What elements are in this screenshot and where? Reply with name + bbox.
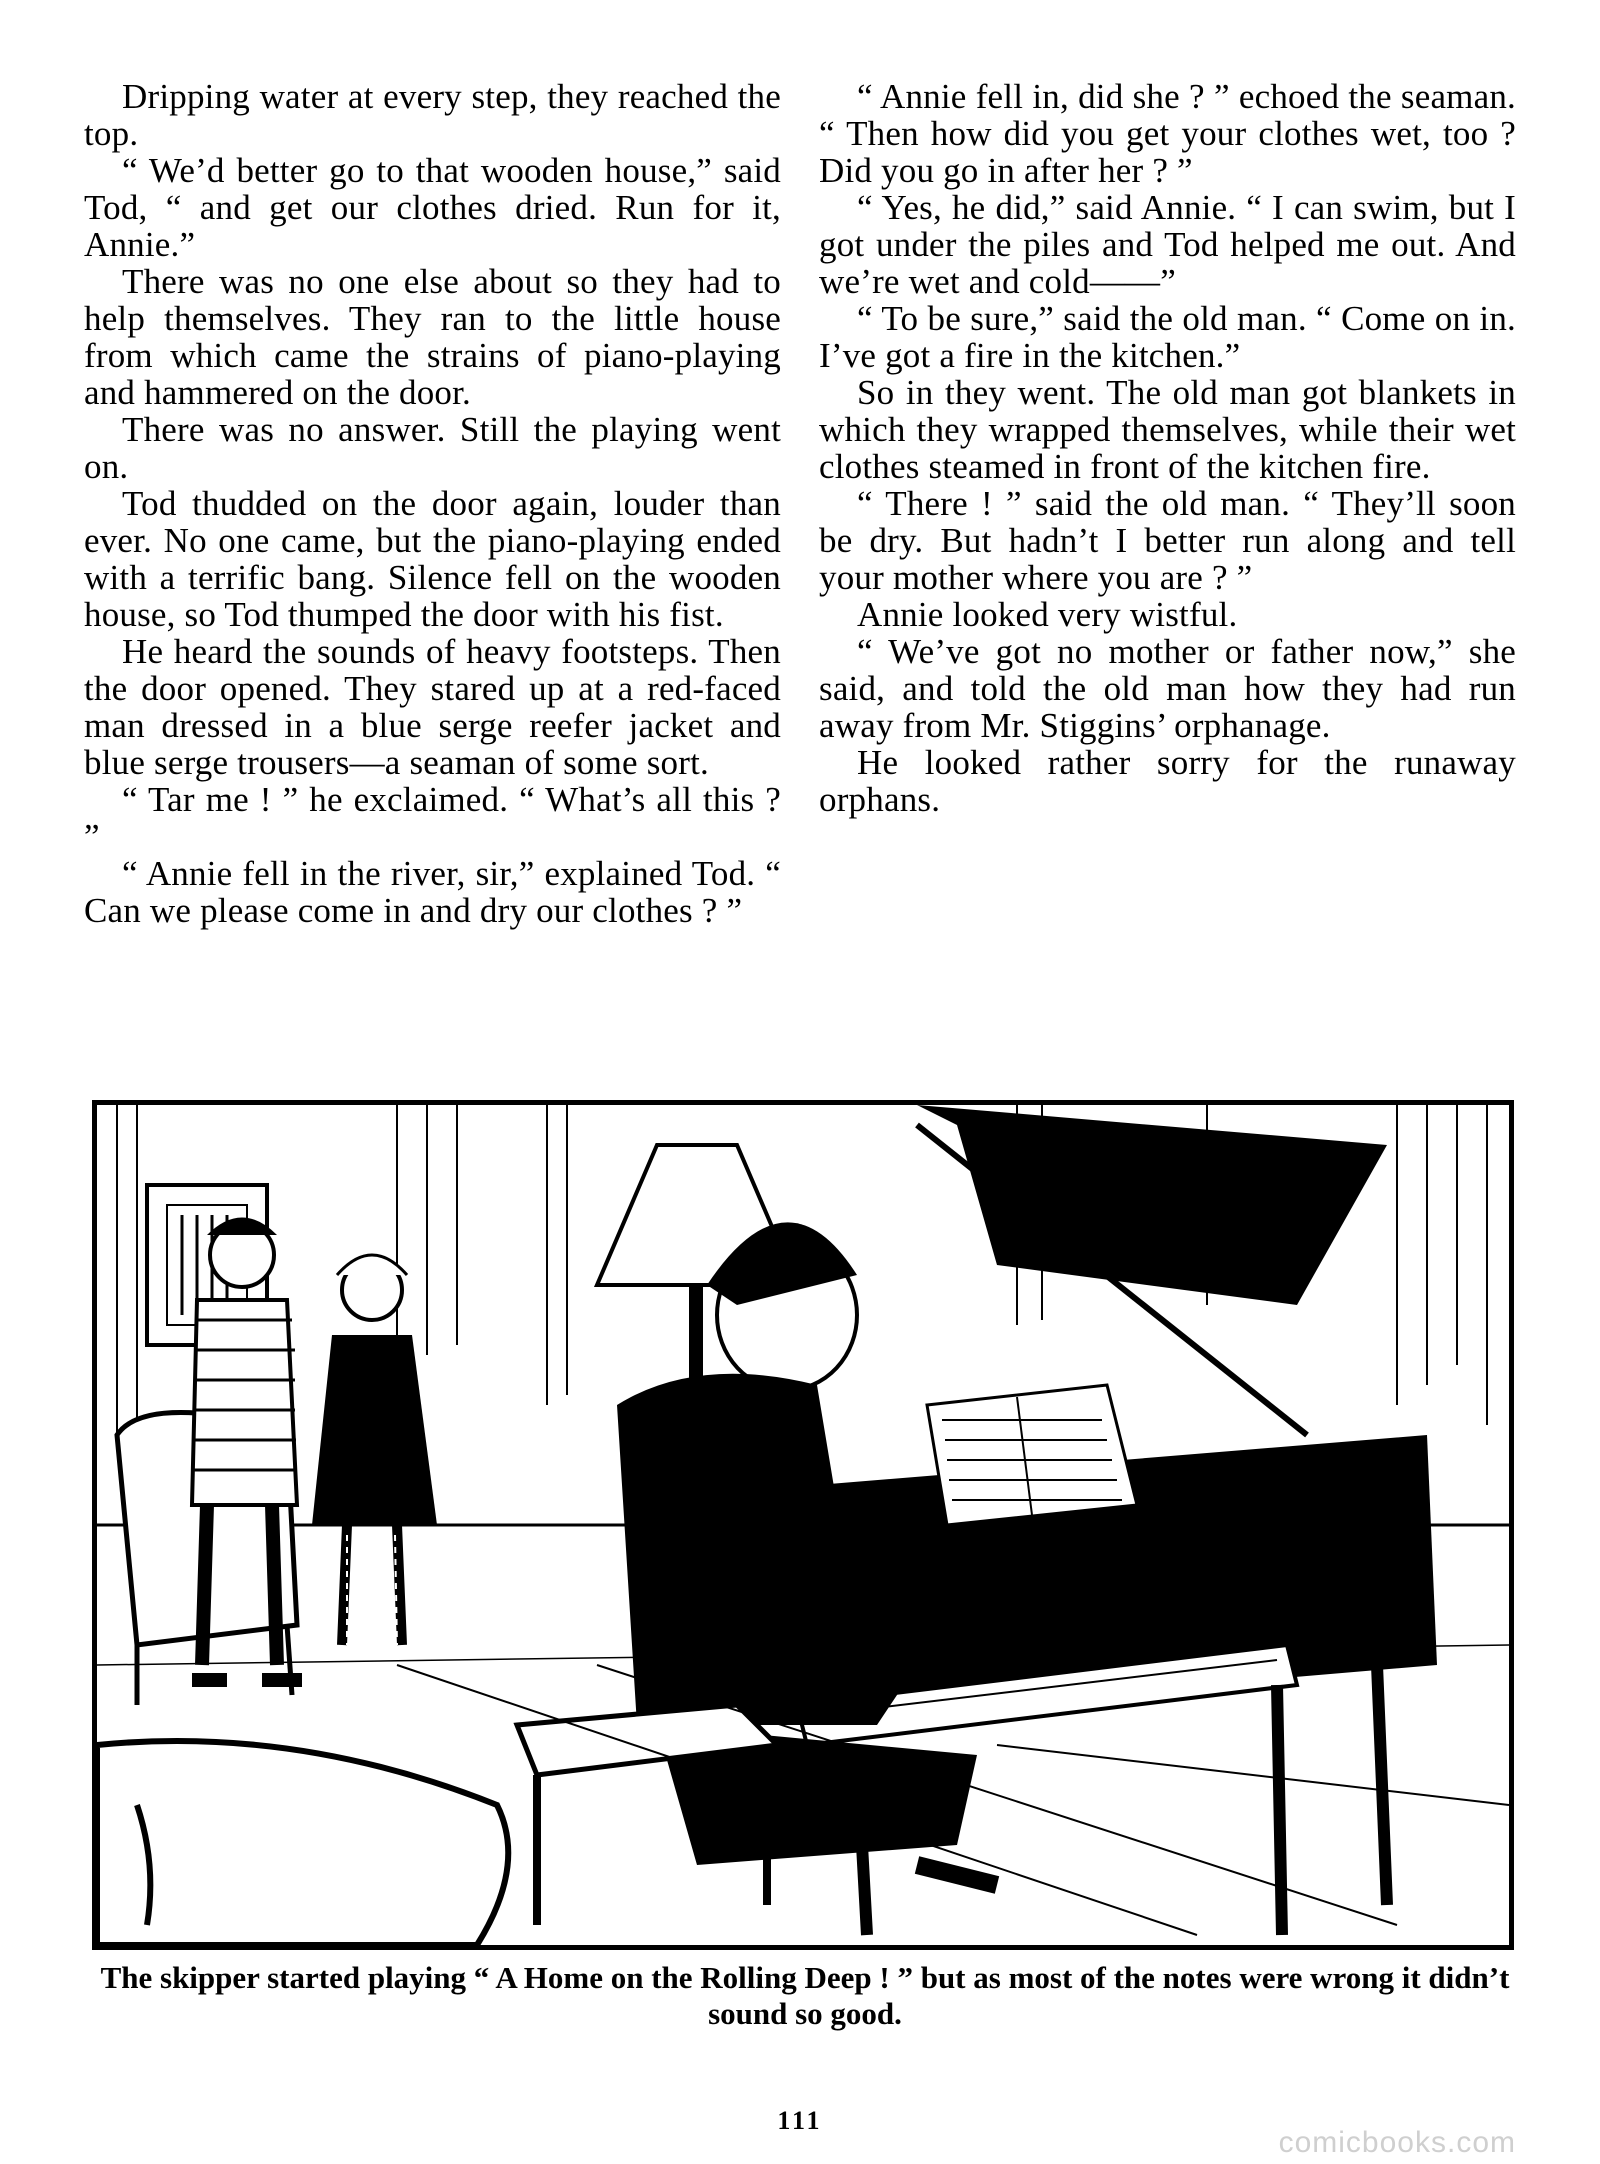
paragraph: Annie looked very wistful. bbox=[857, 595, 1238, 634]
paragraph: “ Tar me ! ” he exclaimed. “ What’s all this ? ” bbox=[84, 780, 781, 856]
text-columns bbox=[84, 78, 1516, 1058]
paragraph: “ There ! ” said the old man. “ They’ll soon be dry. But hadn’t I better run along and tell your mother where you are ? ” bbox=[819, 484, 1516, 597]
page-number: 111 bbox=[777, 2106, 823, 2135]
right-column bbox=[819, 78, 1516, 1058]
piano-scene-illustration bbox=[97, 1105, 1509, 1945]
paragraph: “ Yes, he did,” said Annie. “ I can swim, but I got under the piles and Tod helped me out. And we’re wet and cold——” bbox=[819, 188, 1516, 301]
paragraph: He heard the sounds of heavy footsteps. Then the door opened. They stared up at a red-faced man dressed in a blue serge reefer jacket and blue serge trousers—a seaman of some sort. bbox=[84, 632, 781, 782]
paragraph: He looked rather sorry for the runaway orphans. bbox=[819, 743, 1516, 819]
paragraph: There was no answer. Still the playing went on. bbox=[84, 410, 781, 486]
watermark: comicbooks.com bbox=[1278, 2126, 1516, 2159]
paragraph: There was no one else about so they had to help themselves. They ran to the little house from which came the strains of piano-playing and hammered on the door. bbox=[84, 262, 781, 412]
paragraph: “ To be sure,” said the old man. “ Come on in. I’ve got a fire in the kitchen.” bbox=[819, 299, 1516, 375]
foreground-chair bbox=[97, 1741, 508, 1945]
paragraph: “ We’d better go to that wooden house,” said Tod, “ and get our clothes dried. Run for it, Annie.” bbox=[84, 151, 781, 264]
paragraph: Tod thudded on the door again, louder than ever. No one came, but the piano-playing ended with a terrific bang. Silence fell on the wooden house, so Tod thumped the door with his fist. bbox=[84, 484, 781, 634]
paragraph: “ We’ve got no mother or father now,” she said, and told the old man how they had run away from Mr. Stiggins’ orphanage. bbox=[819, 632, 1516, 745]
left-column bbox=[84, 78, 781, 1058]
sheet-music bbox=[927, 1385, 1137, 1525]
paragraph: “ Annie fell in, did she ? ” echoed the seaman. “ Then how did you get your clothes wet, too ? Did you go in after her ? ” bbox=[819, 77, 1516, 190]
girl-figure bbox=[312, 1255, 437, 1645]
paragraph: Dripping water at every step, they reached the top. bbox=[84, 77, 781, 153]
illustration-panel bbox=[92, 1100, 1514, 1950]
paragraph: So in they went. The old man got blankets in which they wrapped themselves, while their wet clothes steamed in front of the kitchen fire. bbox=[819, 373, 1516, 486]
paragraph: “ Annie fell in the river, sir,” explained Tod. “ Can we please come in and dry our clothes ? ” bbox=[84, 854, 781, 930]
figure-caption: The skipper started playing “ A Home on the Rolling Deep ! ” but as most of the notes were wrong it didn’t sound so good. bbox=[100, 1960, 1510, 2031]
